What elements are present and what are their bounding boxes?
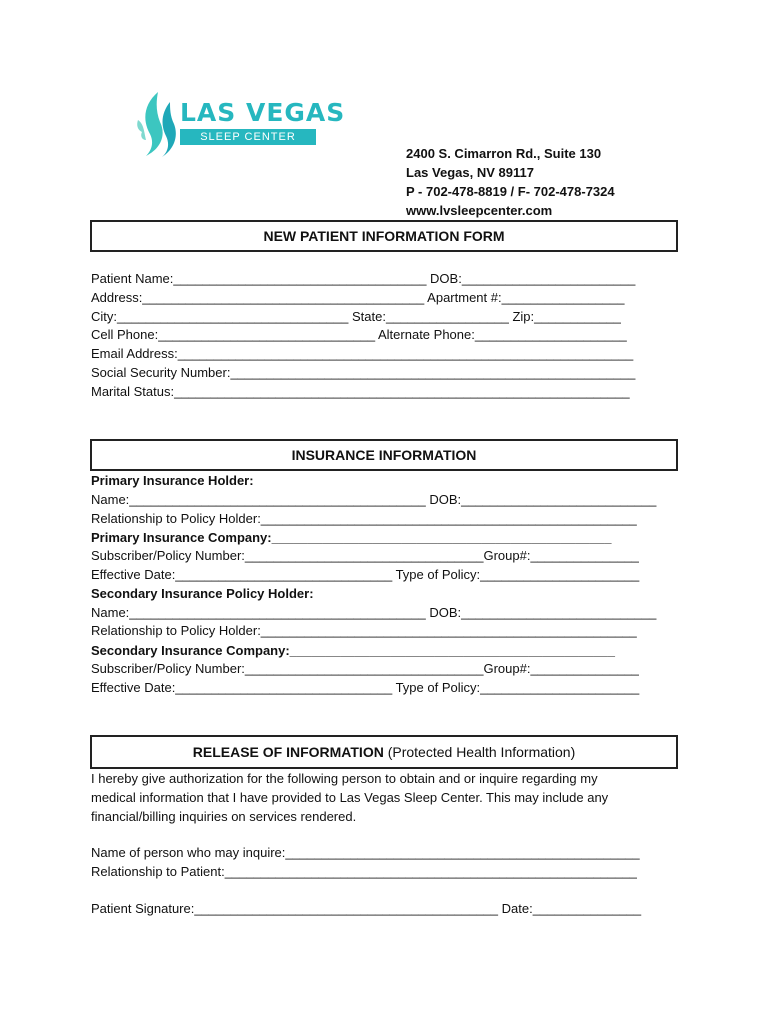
patient-form-header xyxy=(90,220,678,252)
secondary-holder-heading: Secondary Insurance Policy Holder: xyxy=(91,586,314,601)
secondary-effective-field[interactable]: Effective Date:______________________________ Type of Policy:______________________ xyxy=(91,680,640,695)
email-field[interactable]: Email Address:_______________________________________________________________ xyxy=(91,346,634,361)
address-field[interactable]: Address:_______________________________________ Apartment #:_________________ xyxy=(91,290,625,305)
primary-effective-field[interactable]: Effective Date:______________________________ Type of Policy:______________________ xyxy=(91,567,640,582)
insurance-header xyxy=(90,439,678,471)
insurance-title: INSURANCE INFORMATION xyxy=(291,447,477,463)
secondary-company-field[interactable]: Secondary Insurance Company:_____________________________________________ xyxy=(91,643,616,658)
logo xyxy=(132,90,346,160)
ssn-field[interactable]: Social Security Number:________________________________________________________ xyxy=(91,365,636,380)
primary-relationship-field[interactable]: Relationship to Policy Holder:____________________________________________________ xyxy=(91,511,637,526)
secondary-subscriber-field[interactable]: Subscriber/Policy Number:_________________________________Group#:_______________ xyxy=(91,661,639,676)
address-website: www.lvsleepcenter.com xyxy=(406,203,553,218)
release-paragraph xyxy=(91,769,681,826)
release-title: RELEASE OF INFORMATION xyxy=(192,744,384,760)
release-header xyxy=(90,735,678,769)
release-text-line: medical information that I have provided to Las Vegas Sleep Center. This may include any xyxy=(91,790,609,805)
face-leaf-icon xyxy=(132,90,178,158)
secondary-name-field[interactable]: Name:_________________________________________ DOB:___________________________ xyxy=(91,605,657,620)
inquirer-name-field[interactable]: Name of person who may inquire:_________________________________________________ xyxy=(91,845,640,860)
primary-subscriber-field[interactable]: Subscriber/Policy Number:_________________________________Group#:_______________ xyxy=(91,548,639,563)
city-state-zip-field[interactable]: City:________________________________ State:_________________ Zip:____________ xyxy=(91,309,621,324)
address-phone-fax: P - 702-478-8819 / F- 702-478-7324 xyxy=(406,184,615,199)
primary-name-field[interactable]: Name:_________________________________________ DOB:___________________________ xyxy=(91,492,657,507)
secondary-relationship-field[interactable]: Relationship to Policy Holder:____________________________________________________ xyxy=(91,623,637,638)
signature-date-field[interactable]: Patient Signature:__________________________________________ Date:_______________ xyxy=(91,901,642,916)
patient-form-title: NEW PATIENT INFORMATION FORM xyxy=(263,228,505,244)
primary-holder-heading: Primary Insurance Holder: xyxy=(91,473,254,488)
address-city: Las Vegas, NV 89117 xyxy=(406,165,534,180)
phone-field[interactable]: Cell Phone:______________________________ Alternate Phone:_____________________ xyxy=(91,327,627,342)
logo-subtitle: SLEEP CENTER xyxy=(180,129,316,145)
address-street: 2400 S. Cimarron Rd., Suite 130 xyxy=(406,146,602,161)
release-subtitle: (Protected Health Information) xyxy=(383,744,576,760)
marital-status-field[interactable]: Marital Status:_______________________________________________________________ xyxy=(91,384,630,399)
release-text-line: financial/billing inquiries on services rendered. xyxy=(91,809,357,824)
clinic-address xyxy=(406,144,615,220)
patient-name-field[interactable]: Patient Name:___________________________________ DOB:________________________ xyxy=(91,271,636,286)
inquirer-relationship-field[interactable]: Relationship to Patient:_________________________________________________________ xyxy=(91,864,637,879)
release-text-line: I hereby give authorization for the following person to obtain and or inquire regarding my xyxy=(91,771,598,786)
primary-company-field[interactable]: Primary Insurance Company:_______________________________________________ xyxy=(91,530,612,545)
logo-title: LAS VEGAS xyxy=(180,98,346,127)
